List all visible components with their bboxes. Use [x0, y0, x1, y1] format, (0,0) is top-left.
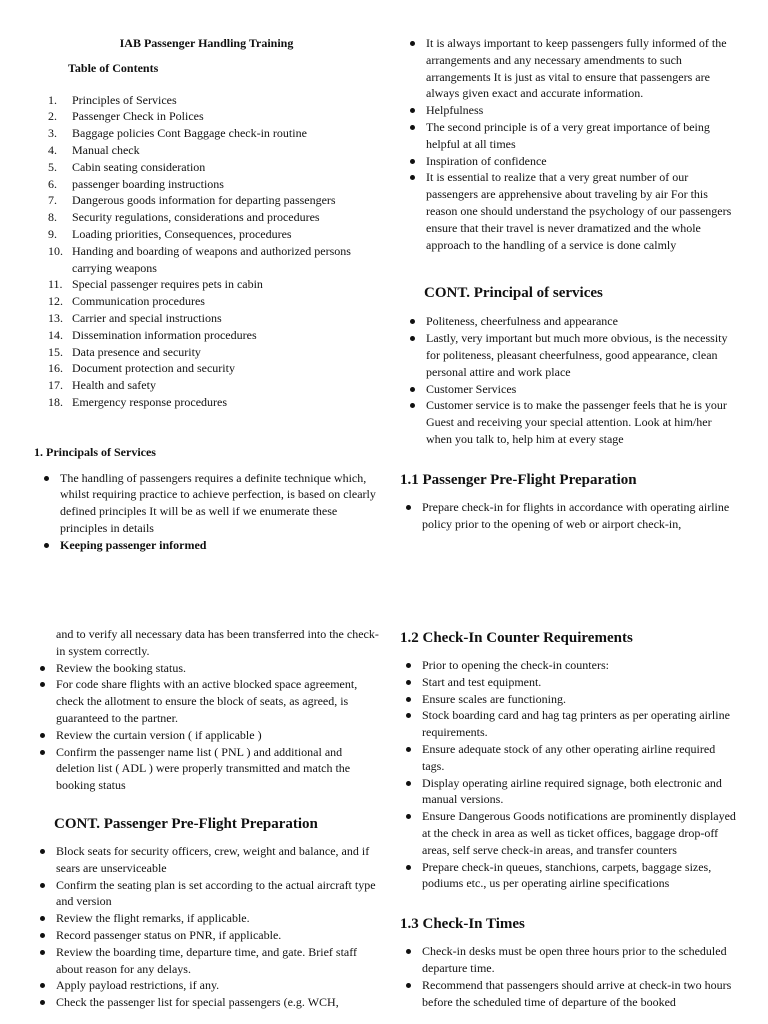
list-item: Review the boarding time, departure time, and gate. Brief staff about reason for any delays. [34, 944, 379, 978]
list-item: Block seats for security officers, crew, weight and balance, and if sears are unserviceable [34, 843, 379, 877]
toc-item [34, 125, 379, 142]
toc-item [34, 377, 379, 394]
list-item: For code share flights with an active blocked space agreement, check the allotment to ensure the block of seats, as agreed, is guaranteed to the partner. [34, 676, 379, 726]
toc-item-number: 6. [48, 176, 57, 191]
toc-item [34, 327, 379, 344]
counter-requirements-heading: 1.2 Check-In Counter Requirements [400, 630, 633, 646]
list-item: Stock boarding card and hag tag printers as per operating airline requirements. [400, 707, 740, 741]
toc-item-number: 15. [48, 344, 63, 359]
toc-item-text: Dangerous goods information for departing passengers [72, 193, 336, 208]
toc-item-text: Health and safety [72, 378, 156, 393]
list-item: Check-in desks must be open three hours prior to the scheduled departure time. [400, 943, 740, 977]
toc-item-number: 7. [48, 193, 57, 208]
checkin-times-heading: 1.3 Check-In Times [400, 916, 525, 933]
toc-item-number: 18. [48, 394, 63, 409]
list-item: Review the flight remarks, if applicable. [34, 910, 379, 927]
cont-principal-list [404, 313, 740, 447]
toc-item-number: 8. [48, 210, 57, 225]
list-item: It is always important to keep passengers fully informed of the arrangements and any necessary amendments to such arrangements It is just as vital to ensure that passengers are always given exact and accurate information. [404, 35, 740, 102]
toc-item-number: 10. [48, 243, 63, 258]
toc-item-text: Document protection and security [72, 361, 235, 376]
toc-item-text: Principles of Services [72, 92, 177, 107]
list-item: Customer Services [404, 381, 740, 398]
list-item: Confirm the seating plan is set according to the actual aircraft type and version [34, 877, 379, 911]
list-item: Recommend that passengers should arrive at check-in two hours before the scheduled time of departure of the booked [400, 977, 740, 1011]
list-item: Ensure scales are functioning. [400, 691, 740, 708]
counter-requirements-list [400, 657, 740, 892]
toc-item-text: Data presence and security [72, 344, 201, 359]
list-item: The second principle is of a very great importance of being helpful at all times [404, 119, 740, 153]
toc-item-text: Baggage policies Cont Baggage check-in routine [72, 126, 307, 141]
toc-item-text: Carrier and special instructions [72, 310, 222, 325]
preflight-list [400, 499, 740, 533]
list-item: Keeping passenger informed [38, 537, 379, 554]
list-item: Helpfulness [404, 102, 740, 119]
toc-item-number: 4. [48, 142, 57, 157]
section-1-heading: 1. Principals of Services [34, 444, 156, 459]
cont-preflight-heading: CONT. Passenger Pre-Flight Preparation [54, 815, 318, 832]
toc-item-number: 17. [48, 378, 63, 393]
toc-item-number: 11. [48, 277, 63, 292]
toc-item [34, 209, 379, 226]
toc-item [34, 243, 379, 277]
toc-item-text: Handing and boarding of weapons and authorized persons carrying weapons [72, 243, 351, 275]
toc-item [34, 176, 379, 193]
document-title: IAB Passenger Handling Training [119, 36, 294, 50]
list-item: Inspiration of confidence [404, 153, 740, 170]
list-item: Confirm the passenger name list ( PNL ) and additional and deletion list ( ADL ) were properly transmitted and match the booking status [34, 744, 379, 794]
table-of-contents [34, 92, 379, 411]
toc-item-number: 12. [48, 294, 63, 309]
toc-item-text: Cabin seating consideration [72, 159, 206, 174]
list-item: The handling of passengers requires a definite technique which, whilst requiring practice to achieve perfection, is based on clearly defined principles It will be as well if we enumerate these principles in details [38, 470, 379, 537]
toc-item-text: Communication procedures [72, 294, 205, 309]
list-item: Ensure adequate stock of any other operating airline required tags. [400, 741, 740, 775]
toc-item-text: Dissemination information procedures [72, 327, 257, 342]
toc-item [34, 344, 379, 361]
list-item: Customer service is to make the passenger feels that he is your Guest and receiving your special attention. Look at him/her when you talk to, help him at every stage [404, 397, 740, 447]
document-page-2 [0, 594, 768, 1024]
principles-list [404, 35, 740, 253]
toc-item-text: Manual check [72, 142, 140, 157]
list-item: Prior to opening the check-in counters: [400, 657, 740, 674]
toc-item-text: Passenger Check in Polices [72, 109, 204, 124]
toc-item-number: 14. [48, 327, 63, 342]
checkin-times-list [400, 943, 740, 1010]
list-item: Review the booking status. [34, 660, 379, 677]
toc-item [34, 108, 379, 125]
toc-item [34, 159, 379, 176]
toc-item-text: Emergency response procedures [72, 394, 228, 409]
list-item: Ensure Dangerous Goods notifications are prominently displayed at the check in area as well as ticket offices, baggage drop-off areas, self serve check-in areas, and transfer counters [400, 808, 740, 858]
list-item: Start and test equipment. [400, 674, 740, 691]
toc-item-number: 13. [48, 310, 63, 325]
page1-right-column [400, 35, 740, 532]
list-item: It is essential to realize that a very great number of our passengers are apprehensive about traveling by air For this reason one should understand the psychology of our passengers ensure that their travel is never dramatized and the whole approach to the handling of a service is done calmly [404, 169, 740, 253]
toc-item-number: 3. [48, 126, 57, 141]
toc-heading: Table of Contents [68, 60, 159, 75]
toc-item [34, 293, 379, 310]
list-item: Apply payload restrictions, if any. [34, 977, 379, 994]
toc-item [34, 360, 379, 377]
list-item: Prepare check-in for flights in accordance with operating airline policy prior to the opening of web or airport check-in, [400, 499, 740, 533]
list-item: Record passenger status on PNR, if applicable. [34, 927, 379, 944]
toc-item-number: 1. [48, 92, 57, 107]
toc-item [34, 276, 379, 293]
toc-item [34, 226, 379, 243]
toc-item [34, 394, 379, 411]
toc-item [34, 310, 379, 327]
toc-item-number: 9. [48, 226, 57, 241]
list-item: Check the passenger list for special passengers (e.g. WCH, [34, 994, 379, 1011]
booking-review-list [34, 660, 379, 794]
page1-left-column [34, 35, 379, 554]
list-item: Lastly, very important but much more obvious, is the necessity for politeness, pleasant cheerfulness, good appearance, clean personal attire and work place [404, 330, 740, 380]
toc-item-text: Security regulations, considerations and procedures [72, 210, 320, 225]
list-item: Display operating airline required signage, both electronic and manual versions. [400, 775, 740, 809]
toc-item-text: Special passenger requires pets in cabin [72, 277, 263, 292]
toc-item-text: passenger boarding instructions [72, 176, 224, 191]
toc-item-number: 5. [48, 159, 57, 174]
preflight-heading: 1.1 Passenger Pre-Flight Preparation [400, 471, 637, 488]
page2-right-column [400, 628, 740, 1010]
continued-paragraph: and to verify all necessary data has been transferred into the check-in system correctly. [56, 627, 379, 658]
list-item: Prepare check-in queues, stanchions, carpets, baggage sizes, podiums etc., us per operating airline specifications [400, 859, 740, 893]
page2-left-column [34, 626, 379, 1011]
list-item: Review the curtain version ( if applicable ) [34, 727, 379, 744]
toc-item-text: Loading priorities, Consequences, procedures [72, 226, 292, 241]
cont-preflight-list [34, 843, 379, 1011]
cont-principal-heading: CONT. Principal of services [424, 285, 603, 302]
toc-item-number: 16. [48, 361, 63, 376]
toc-item [34, 192, 379, 209]
toc-item [34, 142, 379, 159]
toc-item [34, 92, 379, 109]
list-item: Politeness, cheerfulness and appearance [404, 313, 740, 330]
toc-item-number: 2. [48, 109, 57, 124]
section-1-list [34, 470, 379, 554]
